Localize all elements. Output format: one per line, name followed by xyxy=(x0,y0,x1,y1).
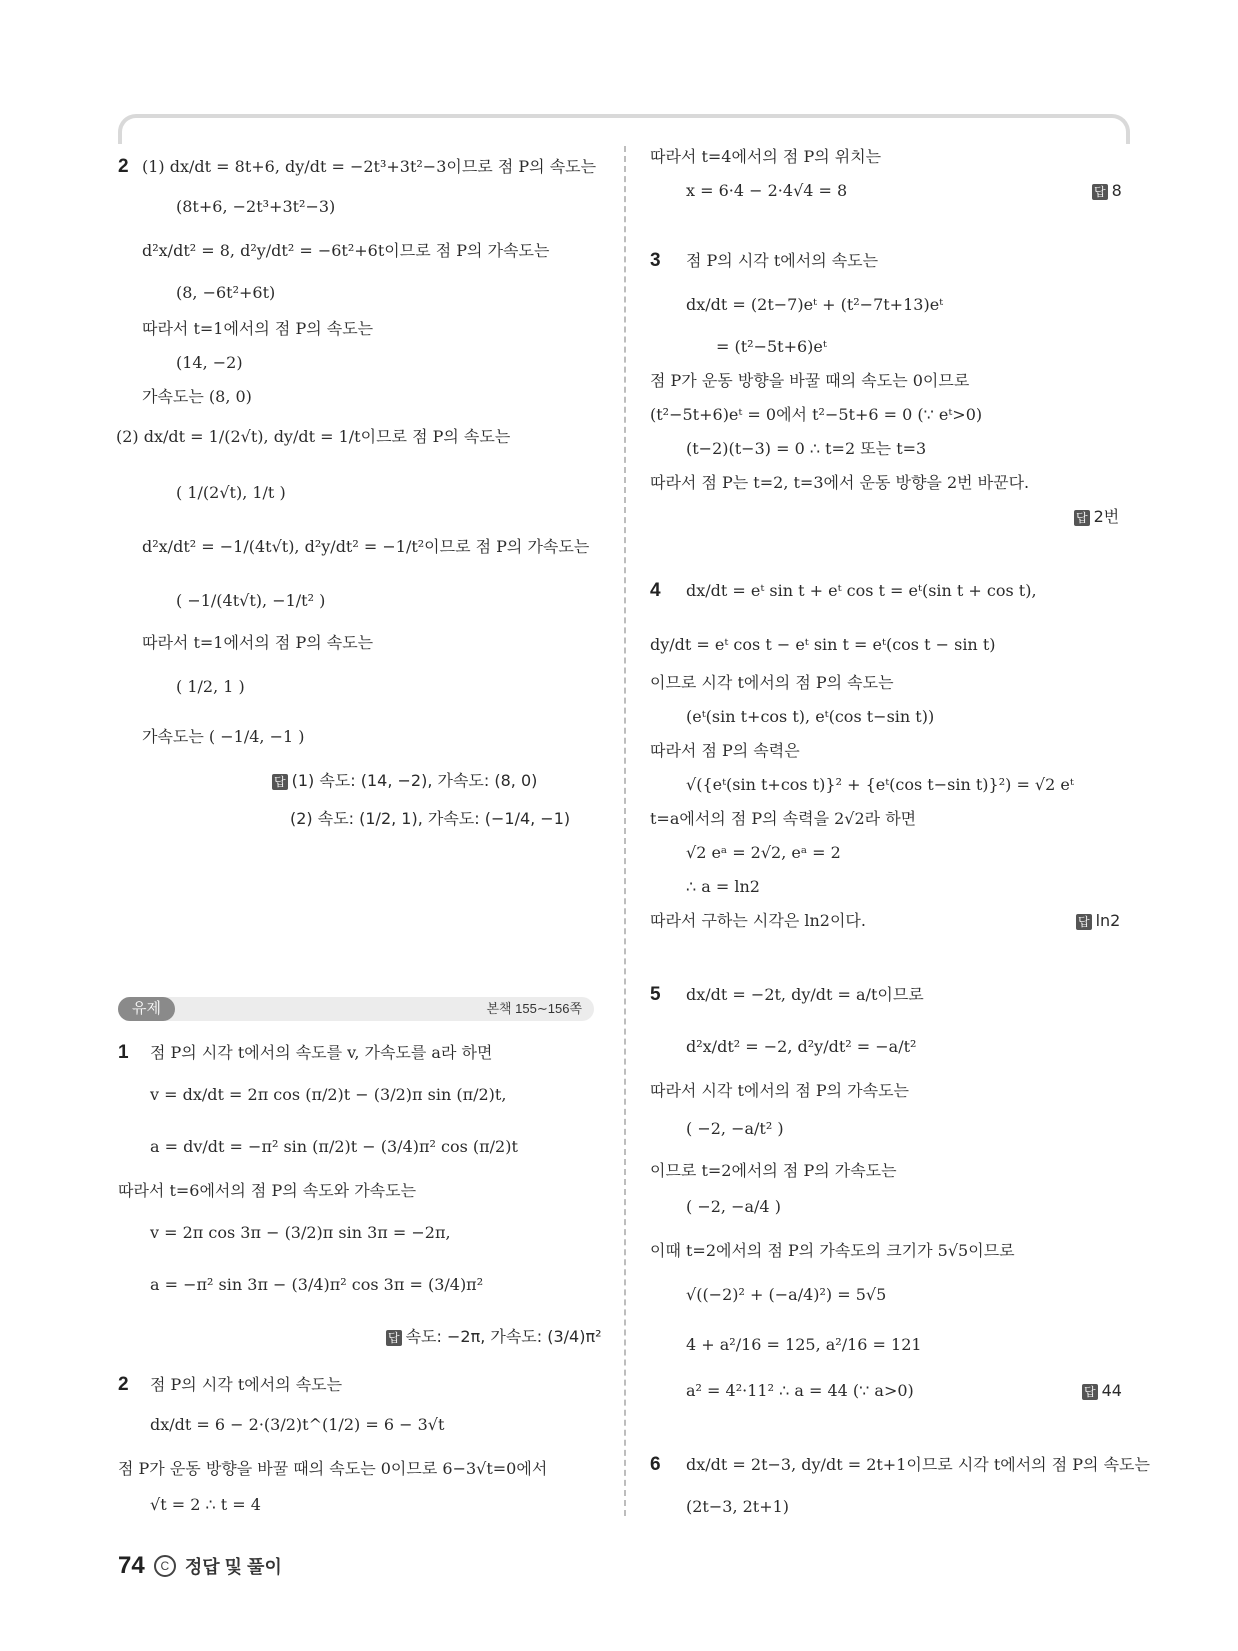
solution-line: 가속도는 ( −1/4, −1 ) xyxy=(142,727,305,746)
exercise-badge-label: 유제 xyxy=(118,997,175,1021)
answer-text: 2번 xyxy=(1093,507,1120,526)
solution-line: ( −2, −a/4 ) xyxy=(686,1197,781,1216)
solution-line: 이므로 시각 t에서의 점 P의 속도는 xyxy=(650,673,894,692)
solution-line: (8t+6, −2t³+3t²−3) xyxy=(176,197,336,216)
problem-number: 5 xyxy=(650,984,661,1005)
answer-line: (2) 속도: (1/2, 1), 가속도: (−1/4, −1) xyxy=(290,809,571,828)
answer-line xyxy=(386,1326,602,1348)
solution-line: 따라서 t=1에서의 점 P의 속도는 xyxy=(142,319,374,338)
solution-line: √((−2)² + (−a/4)²) = 5√5 xyxy=(686,1285,887,1304)
solution-line: (eᵗ(sin t+cos t), eᵗ(cos t−sin t)) xyxy=(686,707,935,726)
problem-number: 2 xyxy=(118,156,129,177)
solution-line: a² = 4²·11² ∴ a = 44 (∵ a>0) xyxy=(686,1381,914,1400)
solution-line: 따라서 점 P의 속력은 xyxy=(650,741,800,760)
problem-number: 3 xyxy=(650,250,661,271)
solution-line: 가속도는 (8, 0) xyxy=(142,387,252,406)
answer-text: ln2 xyxy=(1095,911,1121,930)
solution-line: (14, −2) xyxy=(176,353,243,372)
solution-line: 따라서 시각 t에서의 점 P의 가속도는 xyxy=(650,1081,910,1100)
solution-line: (t−2)(t−3) = 0 ∴ t=2 또는 t=3 xyxy=(686,439,927,458)
problem-number: 6 xyxy=(650,1454,661,1475)
solution-line: √({eᵗ(sin t+cos t)}² + {eᵗ(cos t−sin t)}²) = √2 eᵗ xyxy=(686,775,1074,794)
solution-line: ( −1/(4t√t), −1/t² ) xyxy=(176,591,326,610)
solution-line: dx/dt = (2t−7)eᵗ + (t²−7t+13)eᵗ xyxy=(686,295,944,314)
exercise-badge-bar xyxy=(118,997,594,1021)
solution-line: 이므로 t=2에서의 점 P의 가속도는 xyxy=(650,1161,897,1180)
answer-icon: 답 xyxy=(1076,511,1088,525)
solution-line: 점 P의 시각 t에서의 속도는 xyxy=(686,251,879,270)
solution-line: (1) dx/dt = 8t+6, dy/dt = −2t³+3t²−3이므로 점 P의 속도는 xyxy=(142,157,597,176)
answer-line xyxy=(1076,910,1120,932)
solution-line: v = 2π cos 3π − (3/2)π sin 3π = −2π, xyxy=(150,1223,451,1242)
solution-line: 따라서 점 P는 t=2, t=3에서 운동 방향을 2번 바꾼다. xyxy=(650,473,1030,492)
answer-text: 속도: −2π, 가속도: (3/4)π² xyxy=(405,1327,602,1346)
publisher-circle-icon: C xyxy=(154,1555,176,1577)
solution-line: 따라서 t=1에서의 점 P의 속도는 xyxy=(142,633,374,652)
solution-line: ( 1/2, 1 ) xyxy=(176,677,245,696)
solution-line: a = dv/dt = −π² sin (π/2)t − (3/4)π² cos (π/2)t xyxy=(150,1137,518,1156)
page-footer xyxy=(118,1552,282,1580)
solution-line: dx/dt = 2t−3, dy/dt = 2t+1이므로 시각 t에서의 점 P의 속도는 xyxy=(686,1455,1150,1474)
solution-line: 점 P의 시각 t에서의 속도는 xyxy=(150,1375,343,1394)
answer-text: 8 xyxy=(1111,181,1122,200)
solution-line: t=a에서의 점 P의 속력을 2√2라 하면 xyxy=(650,809,917,828)
solution-line: = (t²−5t+6)eᵗ xyxy=(716,337,827,356)
page-top-frame xyxy=(118,114,1130,144)
solution-line: 4 + a²/16 = 125, a²/16 = 121 xyxy=(686,1335,922,1354)
solution-line: dx/dt = eᵗ sin t + eᵗ cos t = eᵗ(sin t + cos t), xyxy=(686,581,1037,600)
column-divider xyxy=(624,146,626,1516)
solution-line: dx/dt = 6 − 2·(3/2)t^(1/2) = 6 − 3√t xyxy=(150,1415,445,1434)
solution-line: ∴ a = ln2 xyxy=(686,877,760,896)
solution-line: (2t−3, 2t+1) xyxy=(686,1497,790,1516)
solution-line: 이때 t=2에서의 점 P의 가속도의 크기가 5√5이므로 xyxy=(650,1241,1015,1260)
solution-line: d²x/dt² = −2, d²y/dt² = −a/t² xyxy=(686,1037,917,1056)
answer-line xyxy=(272,770,537,792)
solution-line: (2) dx/dt = 1/(2√t), dy/dt = 1/t이므로 점 P의 속도는 xyxy=(116,427,511,446)
solution-line: 점 P의 시각 t에서의 속도를 v, 가속도를 a라 하면 xyxy=(150,1043,493,1062)
answer-icon: 답 xyxy=(1084,1385,1096,1399)
solution-line: 따라서 t=6에서의 점 P의 속도와 가속도는 xyxy=(118,1181,417,1200)
answer-icon: 답 xyxy=(388,1331,400,1345)
solution-line: √2 eᵃ = 2√2, eᵃ = 2 xyxy=(686,843,841,862)
solution-line: ( 1/(2√t), 1/t ) xyxy=(176,483,286,502)
footer-title: 정답 및 풀이 xyxy=(184,1557,282,1577)
problem-number: 1 xyxy=(118,1042,129,1063)
solution-line: (8, −6t²+6t) xyxy=(176,283,276,302)
answer-line xyxy=(1074,506,1119,528)
solution-line: ( −2, −a/t² ) xyxy=(686,1119,784,1138)
solution-line: 따라서 t=4에서의 점 P의 위치는 xyxy=(650,147,882,166)
solution-line: √t = 2 ∴ t = 4 xyxy=(150,1495,261,1514)
solution-line: 점 P가 운동 방향을 바꿀 때의 속도는 0이므로 6−3√t=0에서 xyxy=(118,1459,548,1478)
problem-number: 2 xyxy=(118,1374,129,1395)
problem-number: 4 xyxy=(650,580,661,601)
answer-icon: 답 xyxy=(274,775,286,789)
solution-line: 따라서 구하는 시각은 ln2이다. xyxy=(650,911,866,930)
page-number: 74 xyxy=(118,1552,145,1579)
solution-line: a = −π² sin 3π − (3/4)π² cos 3π = (3/4)π² xyxy=(150,1275,484,1294)
answer-text: 44 xyxy=(1101,1381,1122,1400)
answer-line xyxy=(1092,180,1122,202)
solution-line: dx/dt = −2t, dy/dt = a/t이므로 xyxy=(686,985,924,1004)
answer-icon: 답 xyxy=(1078,915,1090,929)
solution-line: d²x/dt² = −1/(4t√t), d²y/dt² = −1/t²이므로 점 P의 가속도는 xyxy=(142,537,590,556)
solution-line: v = dx/dt = 2π cos (π/2)t − (3/2)π sin (π/2)t, xyxy=(150,1085,507,1104)
solution-line: 점 P가 운동 방향을 바꿀 때의 속도는 0이므로 xyxy=(650,371,970,390)
textbook-page-reference: 본책 155∼156쪽 xyxy=(486,1001,582,1016)
solution-line: dy/dt = eᵗ cos t − eᵗ sin t = eᵗ(cos t − sin t) xyxy=(650,635,996,654)
answer-text: (1) 속도: (14, −2), 가속도: (8, 0) xyxy=(291,771,538,790)
solution-line: (t²−5t+6)eᵗ = 0에서 t²−5t+6 = 0 (∵ eᵗ>0) xyxy=(650,405,983,424)
answer-line xyxy=(1082,1380,1122,1402)
solution-line: x = 6·4 − 2·4√4 = 8 xyxy=(686,181,848,200)
answer-icon: 답 xyxy=(1094,185,1106,199)
solution-line: d²x/dt² = 8, d²y/dt² = −6t²+6t이므로 점 P의 가속도는 xyxy=(142,241,550,260)
